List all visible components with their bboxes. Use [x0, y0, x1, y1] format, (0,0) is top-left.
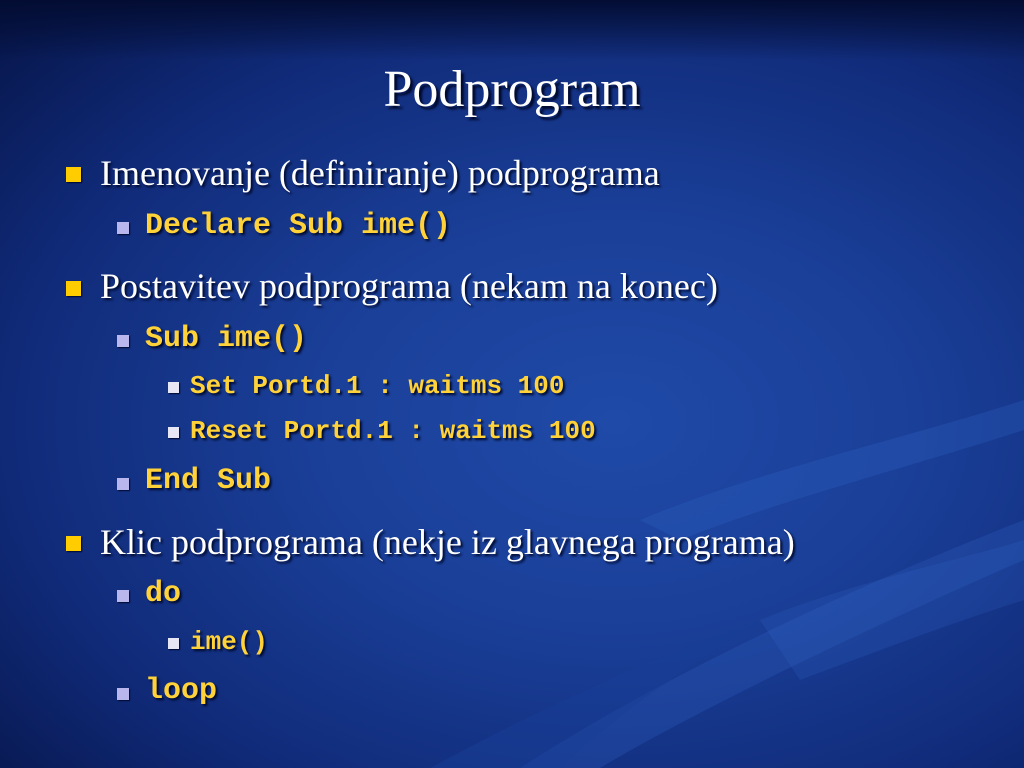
code-line-sub-start: Sub ime() — [145, 322, 308, 356]
section-heading-call: Klic podprograma (nekje iz glavnega programa) — [100, 522, 795, 562]
code-line-call: ime() — [190, 627, 269, 657]
bullet-level2 — [117, 688, 129, 700]
section-heading-naming: Imenovanje (definiranje) podprograma — [100, 153, 660, 193]
bullet-level2 — [117, 590, 129, 602]
code-line-declare: Declare Sub ime() — [145, 209, 452, 243]
section-heading-placement: Postavitev podprograma (nekam na konec) — [100, 266, 718, 306]
slide-title: Podprogram — [383, 61, 641, 118]
code-line-do: do — [145, 577, 182, 611]
code-line-loop: loop — [145, 674, 218, 708]
bullet-level3 — [168, 427, 179, 438]
bullet-level3 — [168, 638, 179, 649]
bullet-level2 — [117, 222, 129, 234]
code-line-end-sub: End Sub — [145, 464, 272, 498]
bullet-level1 — [66, 167, 81, 182]
code-line-reset: Reset Portd.1 : waitms 100 — [190, 416, 596, 446]
bullet-level3 — [168, 382, 179, 393]
bullet-level1 — [66, 536, 81, 551]
bullet-level1 — [66, 281, 81, 296]
bullet-level2 — [117, 478, 129, 490]
bullet-level2 — [117, 335, 129, 347]
code-line-set: Set Portd.1 : waitms 100 — [190, 371, 565, 401]
